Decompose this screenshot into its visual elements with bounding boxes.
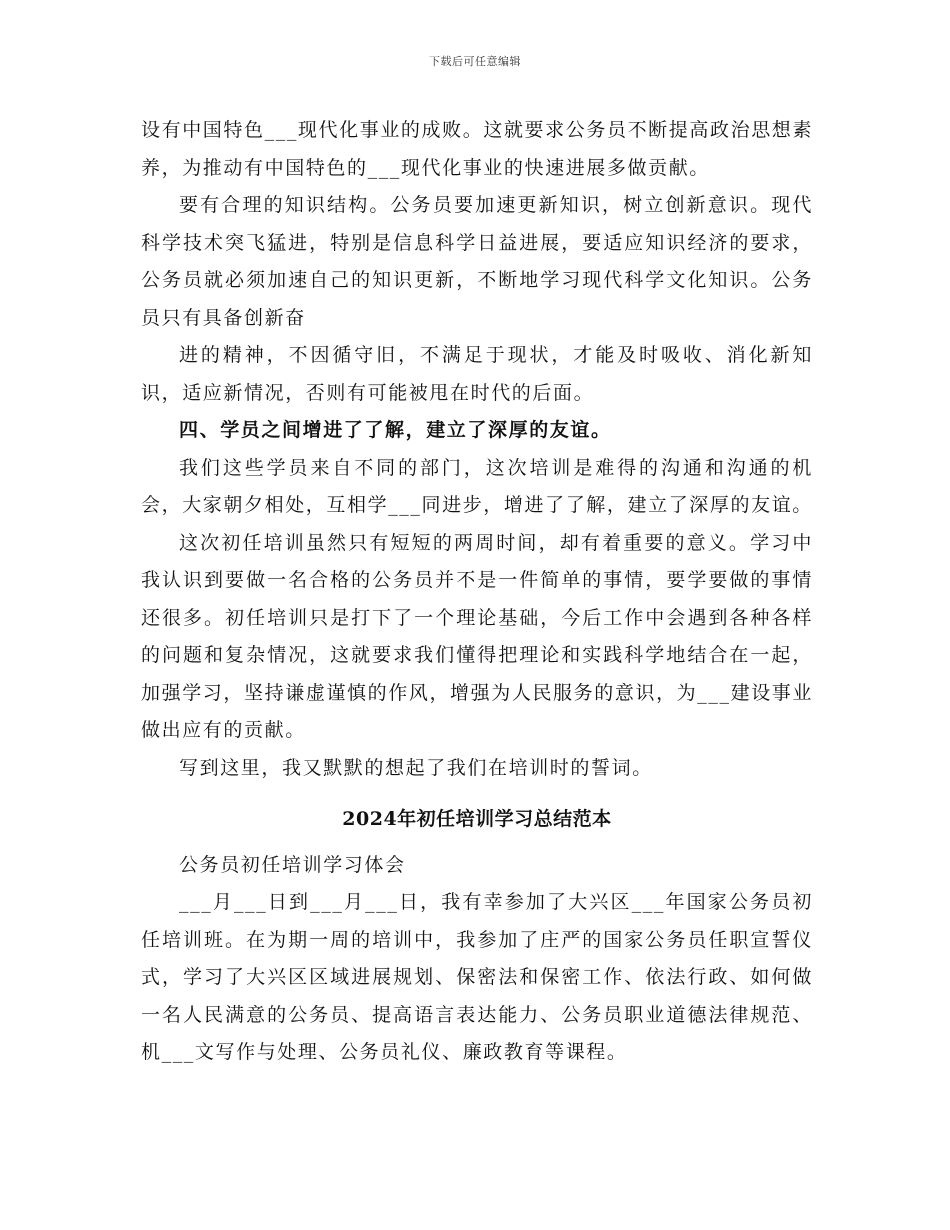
paragraph-4: 我们这些学员来自不同的部门，这次培训是难得的沟通和沟通的机会，大家朝夕相处，互相学___同进步，增进了了解，建立了深厚的友谊。 (141, 456, 813, 516)
paragraph-1: 设有中国特色___现代化事业的成败。这就要求公务员不断提高政治思想素养，为推动有中国特色的___现代化事业的快速进展多做贡献。 (141, 119, 813, 179)
paragraph-8: ___月___日到___月___日，我有幸参加了大兴区___年国家公务员初任培训班。在为期一周的培训中，我参加了庄严的国家公务员任职宣誓仪式，学习了大兴区区域进展规划、保密法和保密工作、依法行政、如何做一名人民满意的公务员、提高语言表达能力、公务员职业道德法律规范、机___文写作与处理、公务员礼仪、廉政教育等课程。 (141, 891, 813, 1063)
paragraph-6: 写到这里，我又默默的想起了我们在培训时的誓词。 (179, 756, 653, 779)
paragraph-5: 这次初任培训虽然只有短短的两周时间，却有着重要的意义。学习中我认识到要做一名合格的公务员并不是一件简单的事情，要学要做的事情还很多。初任培训只是打下了一个理论基础，今后工作中会遇到各种各样的问题和复杂情况，这就要求我们懂得把理论和实践科学地结合在一起，加强学习，坚持谦虚谨慎的作风，增强为人民服务的意识，为___建设事业做出应有的贡献。 (141, 531, 813, 741)
paragraph-2: 要有合理的知识结构。公务员要加速更新知识，树立创新意识。现代科学技术突飞猛进，特别是信息科学日益进展，要适应知识经济的要求，公务员就必须加速自己的知识更新，不断地学习现代科学文化知识。公务员只有具备创新奋 (141, 194, 813, 329)
subtitle-paragraph: 公务员初任培训学习体会 (179, 853, 406, 876)
section-heading-4: 四、学员之间增进了了解，建立了深厚的友谊。 (179, 419, 612, 441)
document-body (141, 112, 813, 1072)
page-header: 下载后可任意编辑 (429, 55, 521, 68)
paragraph-3: 进的精神，不因循守旧，不满足于现状，才能及时吸收、消化新知识，适应新情况，否则有可能被甩在时代的后面。 (141, 344, 813, 404)
document-title: 2024年初任培训学习总结范本 (342, 808, 612, 830)
